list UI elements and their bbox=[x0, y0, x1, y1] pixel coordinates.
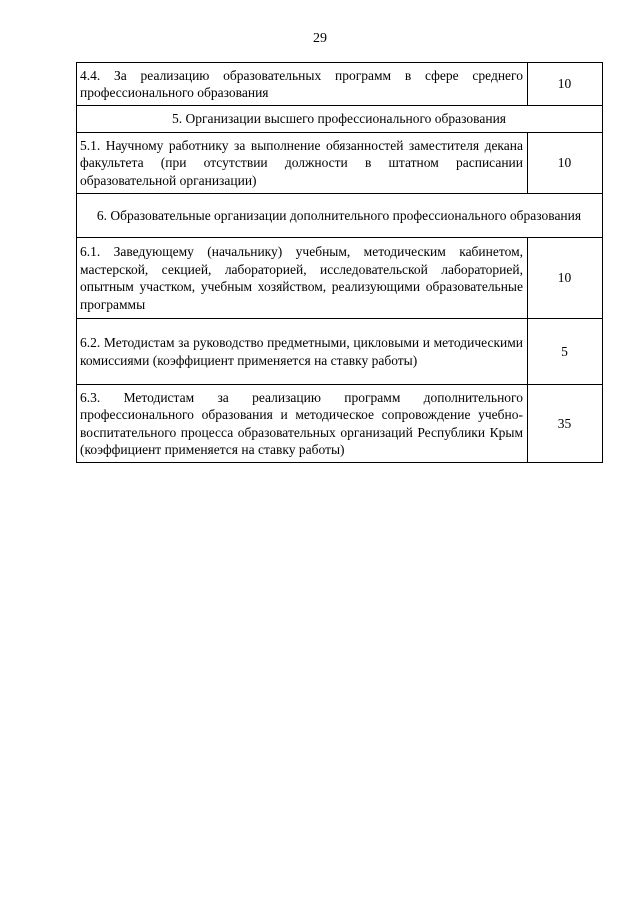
section-row-5 bbox=[77, 106, 603, 133]
table-row-6-3 bbox=[77, 385, 603, 463]
row-text: 4.4. За реализацию образовательных программ в сфере среднего профессионального образования bbox=[77, 63, 528, 106]
row-value: 10 bbox=[528, 238, 603, 319]
page-number: 29 bbox=[313, 31, 327, 46]
row-text: 5.1. Научному работнику за выполнение обязанностей заместителя декана факультета (при отсутствии должности в штатном расписании образовательной организации) bbox=[77, 133, 528, 194]
table-row-5-1 bbox=[77, 133, 603, 194]
coefficient-table bbox=[76, 62, 603, 463]
section-heading: 5. Организации высшего профессионального образования bbox=[77, 106, 603, 133]
row-value: 10 bbox=[528, 133, 603, 194]
row-text: 6.2. Методистам за руководство предметными, цикловыми и методическими комиссиями (коэффициент применяется на ставку работы) bbox=[77, 319, 528, 385]
table-row-4-4 bbox=[77, 63, 603, 106]
row-text: 6.3. Методистам за реализацию программ дополнительного профессионального образования и методическое сопровождение учебно-воспитательного процесса образовательных организаций Республики Крым (коэффициент применяется на ставку работы) bbox=[77, 385, 528, 463]
row-value: 35 bbox=[528, 385, 603, 463]
section-heading: 6. Образовательные организации дополнительного профессионального образования bbox=[77, 194, 603, 238]
table-row-6-1 bbox=[77, 238, 603, 319]
row-value: 10 bbox=[528, 63, 603, 106]
row-value: 5 bbox=[528, 319, 603, 385]
table-row-6-2 bbox=[77, 319, 603, 385]
row-text: 6.1. Заведующему (начальнику) учебным, методическим кабинетом, мастерской, секцией, лабораторией, исследовательской лабораторией, опытным участком, учебным хозяйством, реализующими образовательные программы bbox=[77, 238, 528, 319]
section-row-6 bbox=[77, 194, 603, 238]
